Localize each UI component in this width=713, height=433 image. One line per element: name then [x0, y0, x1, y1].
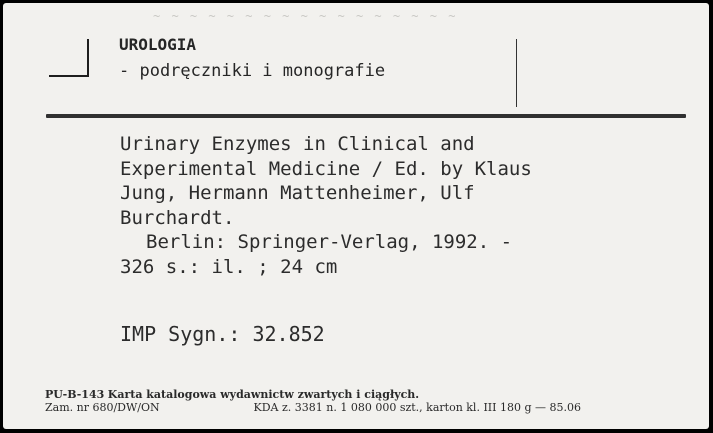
vertical-divider: [516, 39, 517, 107]
catalog-card: [3, 3, 709, 429]
bibliographic-description: [120, 132, 532, 279]
printed-footer: [45, 388, 581, 414]
order-number: Zam. nr 680/DW/ON: [45, 401, 160, 414]
subject-heading: UROLOGIA: [119, 35, 197, 54]
subject-heading-block: [119, 32, 385, 84]
call-number: IMP Sygn.: 32.852: [120, 322, 325, 346]
imprint-line: Berlin: Springer-Verlag, 1992. -: [146, 231, 513, 253]
faint-stamp: ~ ~ ~ ~ ~ ~ ~ ~ ~ ~ ~ ~ ~ ~ ~ ~ ~: [153, 9, 458, 23]
corner-mark-horizontal: [49, 75, 89, 77]
corner-mark-vertical: [87, 39, 89, 77]
print-info: KDA z. 3381 n. 1 080 000 szt., karton kl. III 180 g — 85.06: [253, 401, 581, 414]
subject-subheading: - podręczniki i monografie: [119, 61, 386, 81]
horizontal-rule: [46, 114, 686, 118]
form-title: Karta katalogowa wydawnictw zwartych i ciągłych.: [107, 388, 420, 401]
physical-description-line: 326 s.: il. ; 24 cm: [120, 255, 338, 278]
form-code: PU-B-143: [45, 388, 105, 401]
description-line: Urinary Enzymes in Clinical and: [120, 133, 475, 155]
description-line: Burchardt.: [120, 206, 235, 229]
description-line: Jung, Hermann Mattenheimer, Ulf: [120, 182, 475, 204]
description-line: Experimental Medicine / Ed. by Klaus: [120, 157, 532, 180]
